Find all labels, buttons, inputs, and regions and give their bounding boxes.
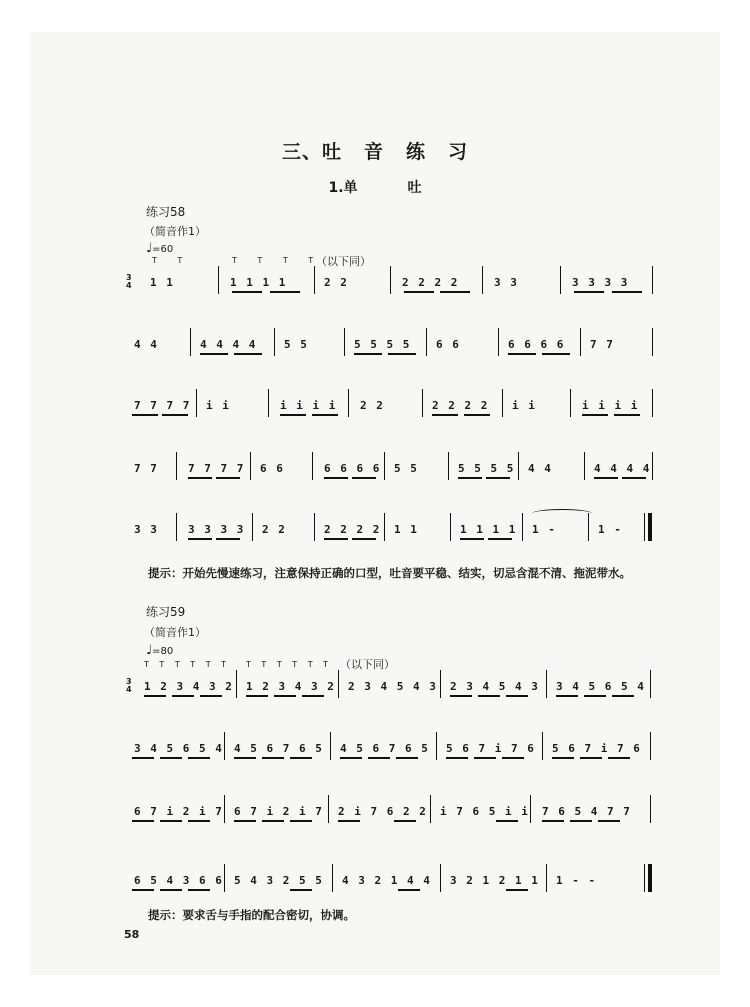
barline [344,328,345,356]
barline [274,328,275,356]
beam [290,757,312,759]
barline [440,864,441,892]
barline [650,670,651,698]
measure [256,519,310,543]
beam [542,353,570,355]
beam [496,820,518,822]
beam [506,695,528,697]
measure-notes: 2 3 4 5 4 3 [450,680,540,693]
beam [398,889,420,891]
exercise-59-hint [148,907,355,923]
measure [526,519,586,543]
beam [324,477,348,479]
beam [404,291,434,293]
final-barline-thin [644,864,645,892]
exercise-59-note: （简音作1） [144,626,206,639]
title-part: 习 [448,141,469,163]
beam [216,477,240,479]
measure-notes: 6 6 6 6 [324,462,381,475]
barline [588,513,589,541]
barline [542,732,543,760]
tongue-marks: T T T T [232,256,323,265]
measure [388,458,448,482]
beam [338,820,360,822]
beam [612,695,634,697]
measure-notes: 3 4 5 6 5 4 [134,742,224,755]
beam [132,757,154,759]
measure [254,458,308,482]
beam [440,291,470,293]
beam [132,414,158,416]
measure [342,676,438,700]
measure-notes: 2 2 [262,523,287,536]
tongue-marks: T T [152,256,192,265]
barline [498,328,499,356]
beam [200,353,228,355]
final-barline-thin [644,513,645,541]
beam [324,538,348,540]
quarter-note-icon: ♩ [146,643,153,658]
measure-notes: 2 2 [360,399,385,412]
measure-notes: 7 7 7 7 [188,462,245,475]
measure-notes: 1 - [532,523,557,536]
hint-key: 提示： [148,908,183,922]
beam [132,889,154,891]
measure-notes: 6 7 i 2 i 7 [134,805,224,818]
subsection-title [0,177,750,197]
measure [200,395,266,419]
beam [162,414,188,416]
measure [592,519,642,543]
exercise-59-remark: （以下同） [340,658,395,671]
barline [450,513,451,541]
barline [652,452,653,480]
measure-notes: 1 1 [150,276,175,289]
barline [330,732,331,760]
barline [570,389,571,417]
hint-key: 提示： [148,566,183,580]
beam [270,291,300,293]
exercise-59-label: 练习59 [146,605,186,619]
barline [522,513,523,541]
ex59-row-4 [128,870,658,894]
beam [612,291,642,293]
barline [502,389,503,417]
measure [318,272,388,296]
beam [474,757,496,759]
barline [348,389,349,417]
measure-notes: 3 3 3 3 [572,276,629,289]
measure-notes: 5 5 5 5 [458,462,515,475]
beam [188,757,210,759]
measure [354,395,420,419]
beam [160,889,182,891]
beam [188,538,212,540]
beam [608,757,630,759]
measure-notes: 1 1 1 1 [460,523,517,536]
time-signature [126,274,132,290]
measure-notes: 7 6 5 4 7 7 [542,805,632,818]
barline [312,452,313,480]
barline [426,328,427,356]
exercise-58-tempo [146,241,173,256]
ex59-row-2 [128,738,658,762]
measure-notes: 5 4 3 2 5 5 [234,874,324,887]
measure-notes: 2 2 2 2 [432,399,489,412]
ex58-row-3 [128,395,658,419]
barline [422,389,423,417]
barline [224,795,225,823]
beam [172,695,194,697]
beam [432,414,458,416]
measure-notes: 2 i 7 6 2 2 [338,805,428,818]
beam [502,757,524,759]
barline [224,732,225,760]
barline [448,452,449,480]
barline [218,266,219,294]
measure-notes: i i [206,399,231,412]
measure-notes: 1 - - [556,874,597,887]
beam [446,757,468,759]
barline [384,513,385,541]
measure-notes: 3 2 1 2 1 1 [450,874,540,887]
measure [488,272,558,296]
measure [584,334,654,358]
beam [458,477,482,479]
measure-notes: 3 3 [494,276,519,289]
barline [252,513,253,541]
measure-notes: 1 - [598,523,623,536]
measure-notes: 1 1 [394,523,419,536]
barline [430,795,431,823]
beam [144,695,166,697]
beam [132,820,154,822]
barline [176,513,177,541]
beam [464,414,490,416]
barline [190,328,191,356]
measure-notes: 3 4 5 6 5 4 [556,680,646,693]
barline [436,732,437,760]
barline [332,864,333,892]
measure [128,334,188,358]
barline [314,266,315,294]
beam [506,889,528,891]
beam [262,757,284,759]
beam [488,538,512,540]
barline [250,452,251,480]
final-barline-thick [648,513,652,541]
beam [582,414,608,416]
barline [652,266,653,294]
measure [522,458,582,482]
measure-notes: i i [512,399,537,412]
measure [144,272,216,296]
barline [390,266,391,294]
beam [188,889,210,891]
section-title [0,137,750,164]
beam [552,757,574,759]
beam [312,414,338,416]
beam [340,757,362,759]
barline [338,670,339,698]
measure-notes: 4 5 6 7 6 5 [340,742,430,755]
beam [232,291,262,293]
quarter-note-icon: ♩ [146,241,153,256]
tempo-value: =60 [152,244,174,255]
measure-notes: 3 3 3 3 [188,523,245,536]
barline [546,670,547,698]
beam [274,695,296,697]
beam [216,538,240,540]
beam [352,538,376,540]
tongue-marks: T T T T T T [246,660,333,669]
beam [280,414,306,416]
ex58-row-2 [128,334,658,358]
measure-notes: 4 4 [134,338,159,351]
time-sig-top: 3 [126,677,132,686]
beam [394,820,416,822]
beam [450,695,472,697]
barline [176,452,177,480]
time-signature [126,678,132,694]
beam [556,695,578,697]
measure [278,334,344,358]
page-number: 58 [124,928,140,941]
beam [580,757,602,759]
measure-notes: 4 4 4 4 [594,462,651,475]
final-barline-thick [648,864,652,892]
measure-notes: 5 5 [394,462,419,475]
measure-notes: 2 2 2 2 [324,523,381,536]
measure-notes: 7 7 [134,462,159,475]
tongue-marks: T T T T T T [144,660,231,669]
subsection-num: 1.单 [328,180,358,196]
beam [234,353,262,355]
measure [506,395,566,419]
measure-notes: i i i i [280,399,337,412]
measure-notes: 5 6 7 i 7 6 [552,742,642,755]
measure-notes: 7 7 [590,338,615,351]
beam [594,477,618,479]
barline [328,795,329,823]
tie-slur [532,509,592,518]
barline [584,452,585,480]
beam [614,414,640,416]
beam [234,757,256,759]
barline [560,266,561,294]
measure-notes: 6 5 4 3 6 6 [134,874,224,887]
barline [482,266,483,294]
barline [268,389,269,417]
beam [542,820,564,822]
beam [352,477,376,479]
barline [518,452,519,480]
title-part: 三、吐 [281,141,342,163]
beam [388,353,416,355]
beam [460,538,484,540]
beam [570,820,592,822]
barline [440,670,441,698]
measure-notes: 1 2 3 4 3 2 [144,680,234,693]
exercise-58-hint [148,565,631,581]
measure [550,870,640,894]
barline [196,389,197,417]
measure [128,458,172,482]
beam [188,477,212,479]
beam [290,889,312,891]
measure-notes: 4 5 6 7 6 5 [234,742,324,755]
beam [368,757,390,759]
beam [584,695,606,697]
hint-text: 开始先慢速练习，注意保持正确的口型，吐音要平稳、结实，切忌含混不清、拖泥带水。 [182,566,631,580]
measure-notes: 1 1 1 1 [230,276,287,289]
beam [508,353,536,355]
beam [160,820,182,822]
barline [652,328,653,356]
time-sig-bottom: 4 [126,281,132,290]
exercise-58-remark: （以下同） [316,255,371,268]
measure-notes: 2 3 4 5 4 3 [348,680,438,693]
beam [486,477,510,479]
barline [224,864,225,892]
beam [200,695,222,697]
beam [160,757,182,759]
beam [396,757,418,759]
measure [430,334,496,358]
barline [236,670,237,698]
measure-notes: 4 3 2 1 4 4 [342,874,432,887]
title-part: 音 [363,141,384,163]
time-sig-top: 3 [126,273,132,282]
measure-notes: 4 4 [528,462,553,475]
measure-notes: 5 5 5 5 [354,338,411,351]
subsection-word: 吐 [407,180,422,196]
measure-notes: 5 5 [284,338,309,351]
barline [652,389,653,417]
barline [384,452,385,480]
beam [354,353,382,355]
hint-text: 要求舌与手指的配合密切，协调。 [182,908,355,922]
barline [650,795,651,823]
measure [128,519,172,543]
exercise-58-note: （简音作1） [144,225,206,238]
beam [302,695,324,697]
measure-notes: 2 2 2 2 [402,276,459,289]
beam [598,820,620,822]
beam [290,820,312,822]
ex59-row-3 [128,801,658,825]
barline [530,795,531,823]
beam [574,291,604,293]
measure-notes: 6 6 [260,462,285,475]
measure-notes: i 7 6 5 i i [440,805,530,818]
measure-notes: 2 2 [324,276,349,289]
time-sig-bottom: 4 [126,685,132,694]
exercise-59-tempo [146,643,173,658]
barline [546,864,547,892]
measure-notes: 6 6 [436,338,461,351]
ex58-row-5 [128,519,658,543]
ex58-row-4 [128,458,658,482]
measure-notes: 4 4 4 4 [200,338,257,351]
measure-notes: 7 7 7 7 [134,399,191,412]
beam [234,820,256,822]
barline [314,513,315,541]
beam [478,695,500,697]
measure-notes: i i i i [582,399,639,412]
beam [622,477,646,479]
measure-notes: 1 2 3 4 3 2 [246,680,336,693]
tempo-value: =80 [152,646,174,657]
measure [388,519,448,543]
measure-notes: 6 6 6 6 [508,338,565,351]
measure-notes: 3 3 [134,523,159,536]
beam [262,820,284,822]
beam [246,695,268,697]
barline [580,328,581,356]
exercise-58-label: 练习58 [146,205,186,219]
beam [188,820,210,822]
barline [650,732,651,760]
measure-notes: 5 6 7 i 7 6 [446,742,536,755]
title-part: 练 [406,141,427,163]
measure-notes: 6 7 i 2 i 7 [234,805,324,818]
page-paper [30,32,720,975]
